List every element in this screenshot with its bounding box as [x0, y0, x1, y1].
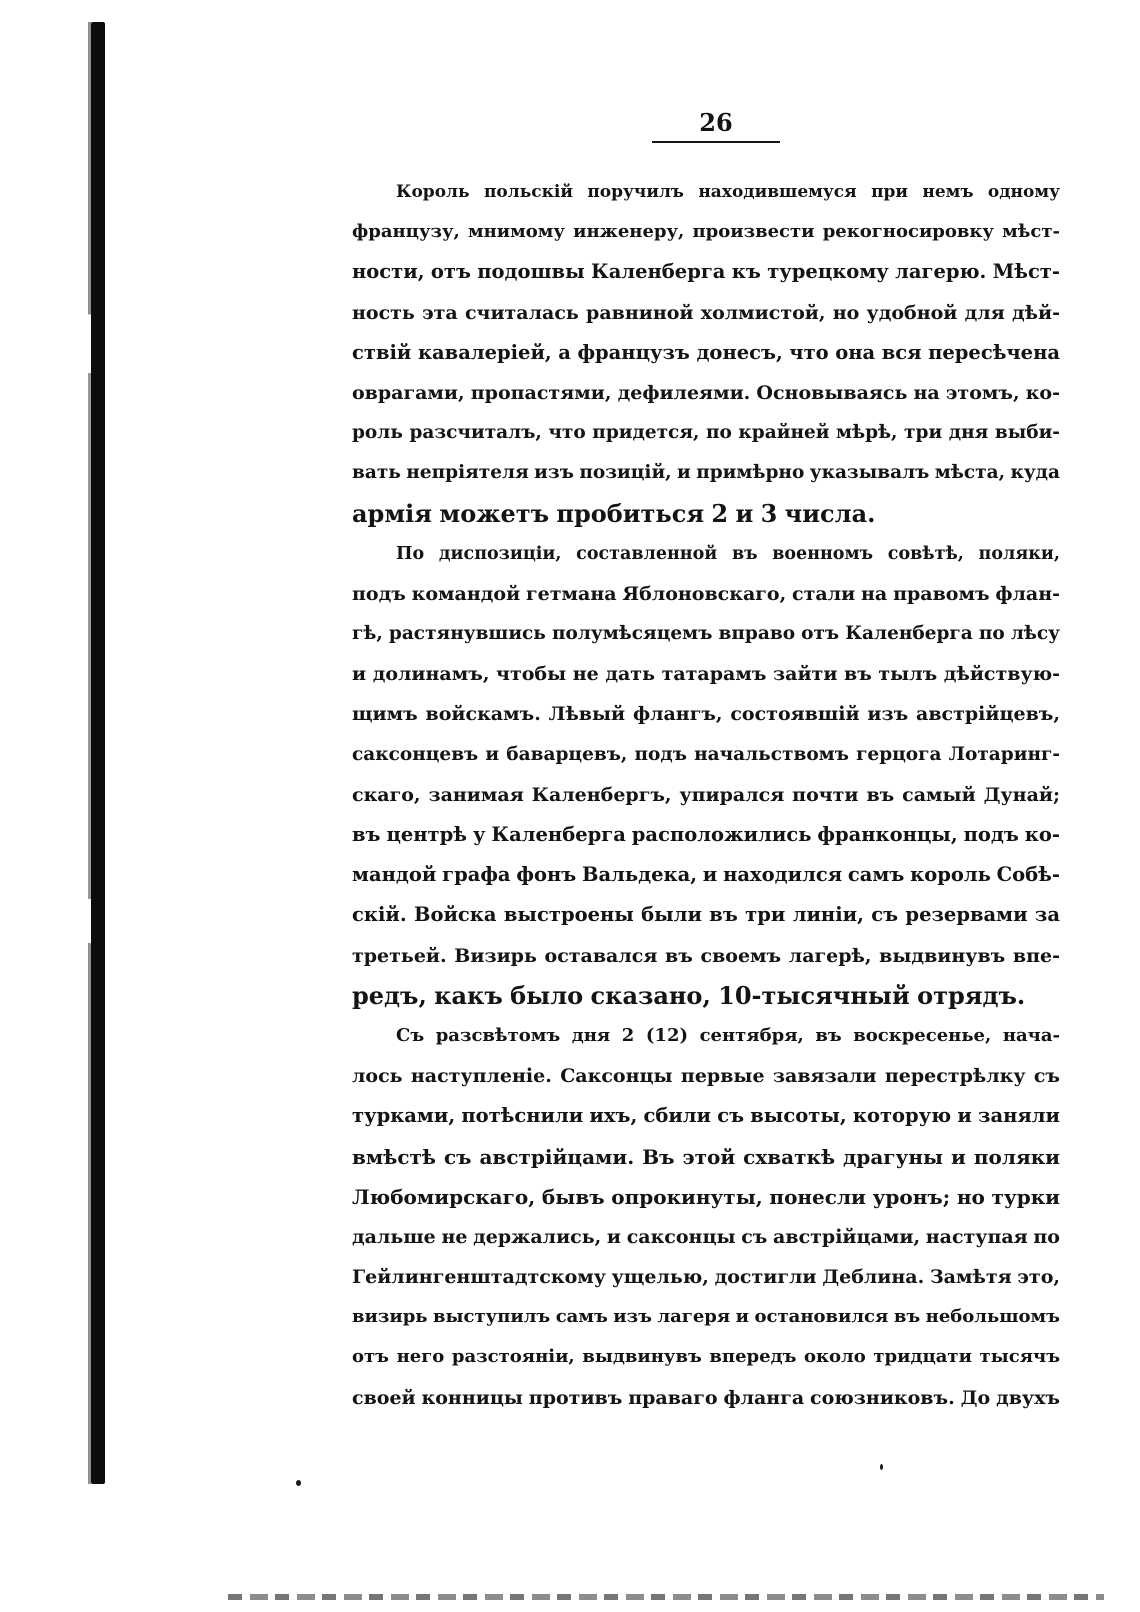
text-line: ствій кавалеріей, а французъ донесъ, что она вся пересѣчена	[352, 340, 1060, 364]
text-line: роль разсчиталъ, что придется, по крайней мѣрѣ, три дня выби-	[352, 422, 1060, 444]
text-line: ности, отъ подошвы Каленберга къ турецкому лагерю. Мѣст-	[352, 260, 1060, 284]
text-line: отъ него разстояніи, выдвинувъ впередъ около тридцати тысячъ	[352, 1346, 1060, 1368]
text-line: армія можетъ пробиться 2 и 3 числа.	[352, 498, 876, 528]
text-line: Любомирскаго, бывъ опрокинуты, понесли уронъ; но турки	[352, 1184, 1060, 1209]
text-line: ность эта считалась равниной холмистой, но удобной для дѣй-	[352, 301, 1060, 324]
paragraph-2	[352, 534, 1060, 1016]
text-line: саксонцевъ и баварцевъ, подъ начальствомъ герцога Лотаринг-	[352, 743, 1060, 765]
paragraph-3	[352, 1016, 1060, 1418]
text-line: оврагами, пропастями, дефилеями. Основываясь на этомъ, ко-	[352, 381, 1060, 404]
text-line: скій. Войска выстроены были въ три линіи, съ резервами за	[352, 903, 1060, 927]
text-line: турками, потѣснили ихъ, сбили съ высоты, которую и заняли	[352, 1104, 1060, 1128]
text-line: редъ, какъ было сказано, 10-тысячный отрядъ.	[352, 980, 1026, 1010]
text-line: Гейлингенштадтскому ущелью, достигли Деблина. Замѣтя это,	[352, 1266, 1060, 1289]
text-line: и долинамъ, чтобы не дать татарамъ зайти въ тылъ дѣйствую-	[352, 663, 1060, 686]
body-text	[352, 172, 1060, 1418]
text-line: своей конницы противъ праваго фланга союзниковъ. До двухъ	[352, 1386, 1060, 1409]
page-number: 26	[652, 108, 780, 143]
paragraph-1	[352, 172, 1060, 534]
text-line: дальше не держались, и саксонцы съ австрійцами, наступая по	[352, 1225, 1060, 1248]
text-line: лось наступленіе. Саксонцы первые завязали перестрѣлку съ	[352, 1065, 1060, 1088]
text-line: Съ разсвѣтомъ дня 2 (12) сентября, въ воскресенье, нача-	[396, 1024, 1060, 1046]
text-line: щимъ войскамъ. Лѣвый флангъ, состоявшій изъ австрійцевъ,	[352, 703, 1060, 726]
ink-speck	[880, 1464, 883, 1470]
text-line: вмѣстѣ съ австрійцами. Въ этой схваткѣ драгуны и поляки	[352, 1144, 1060, 1169]
scan-binding-edge	[91, 22, 105, 1484]
ink-speck	[296, 1480, 301, 1486]
text-line: скаго, занимая Каленбергъ, упирался почти въ самый Дунай;	[352, 783, 1060, 806]
text-line: въ центрѣ у Каленберга расположились франконцы, подъ ко-	[352, 823, 1060, 846]
scan-bottom-edge	[228, 1594, 1104, 1600]
text-line: По диспозиціи, составленной въ военномъ совѣтѣ, поляки,	[396, 543, 1060, 564]
text-line: визирь выступилъ самъ изъ лагеря и остановился въ небольшомъ	[352, 1306, 1060, 1328]
text-line: вать непріятеля изъ позицій, и примѣрно указывалъ мѣста, куда	[352, 462, 1060, 484]
text-line: французу, мнимому инженеру, произвести рекогносировку мѣст-	[352, 221, 1060, 243]
text-line: гѣ, растянувшись полумѣсяцемъ вправо отъ Каленберга по лѣсу	[352, 623, 1060, 645]
text-line: третьей. Визирь оставался въ своемъ лагерѣ, выдвинувъ впе-	[352, 944, 1060, 967]
text-line: Король польскій поручилъ находившемуся при немъ одному	[396, 182, 1060, 202]
text-line: подъ командой гетмана Яблоновскаго, стали на правомъ флан-	[352, 582, 1060, 605]
text-line: мандой графа фонъ Вальдека, и находился самъ король Собѣ-	[352, 863, 1060, 887]
